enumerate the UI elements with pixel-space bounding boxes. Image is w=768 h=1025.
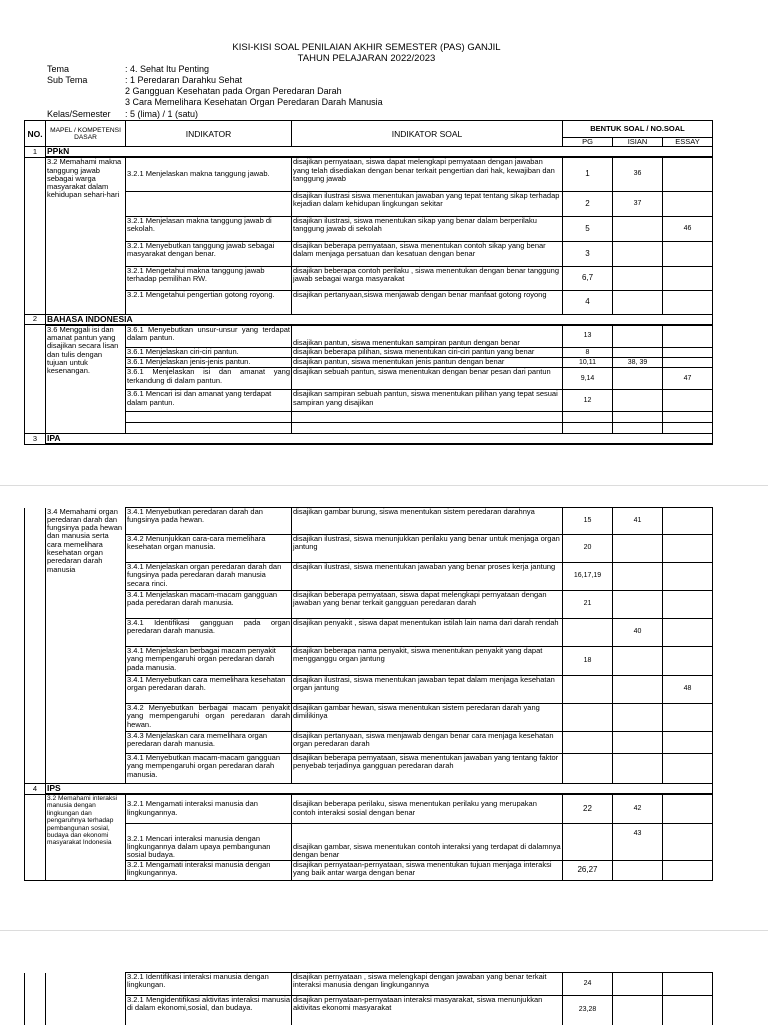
kd-ips: 3.2 Memahami interaksi manusia dengan lingkungan dan pengaruhnya terhadap pembangunan sosial, budaya dan ekonomi masyarakat Indonesia	[46, 794, 126, 880]
essay-cell	[663, 732, 713, 754]
pg-cell	[563, 704, 613, 732]
indikator-soal-cell: disajikan ilustrasi, siswa menunjukkan perilaku yang benar untuk menjaga organ jantung	[292, 535, 563, 563]
empty-cell	[563, 423, 613, 434]
col-indikator-header: INDIKATOR	[126, 121, 292, 147]
indikator-cell: 3.6.1 Menjelaskan ciri-ciri pantun.	[126, 348, 292, 358]
indikator-soal-cell: disajikan beberapa pernyataan, siswa menentukan jawaban yang tentang faktor penyebab terjadinya gangguan peredaran darah	[292, 754, 563, 784]
section-no-ips: 4	[25, 784, 46, 795]
empty-cell	[563, 412, 613, 423]
kd-bindo: 3.6 Menggali isi dan amanat pantun yang disajikan secara lisan dan tulis dengan tujuan untuk kesenangan.	[46, 325, 126, 434]
indikator-cell: 3.4.1 Menjelaskan organ peredaran darah dan fungsinya pada peredaran darah manusia secara rinci.	[126, 563, 292, 591]
isian-cell: 42	[613, 794, 663, 823]
indikator-soal-cell: disajikan beberapa nama penyakit, siswa menentukan penyakit yang dapat mengganggu organ jantung	[292, 647, 563, 676]
isian-cell: 41	[613, 508, 663, 535]
indikator-cell: 3.6.1 Menjelaskan jenis-jenis pantun.	[126, 358, 292, 368]
pg-cell: 5	[563, 216, 613, 241]
pg-cell: 12	[563, 390, 613, 412]
indikator-cell: 3.2.1 Mencari interaksi manusia dengan lingkungannya dalam upaya pembangunan sosial budaya.	[126, 823, 292, 860]
essay-cell	[663, 619, 713, 647]
indikator-soal-cell: disajikan ilustrasi, siswa menentukan jawaban tepat dalam menjaga kesehatan organ jantung	[292, 676, 563, 704]
empty-cell	[613, 423, 663, 434]
indikator-cell: 3.4.1 Identifikasi gangguan pada organ peredaran darah manusia.	[126, 619, 292, 647]
isian-cell	[613, 860, 663, 880]
indikator-cell: 3.2.1 Mengetahui makna tanggung jawab terhadap pemilihan RW.	[126, 266, 292, 290]
indikator-soal-cell: disajikan pantun, siswa menentukan jenis pantun dengan benar	[292, 358, 563, 368]
meta-tema	[47, 64, 209, 75]
col-pg-header: PG	[563, 138, 613, 147]
essay-cell	[663, 563, 713, 591]
indikator-soal-cell: disajikan gambar, siswa menentukan contoh interaksi yang terdapat di dalamnya dengan benar	[292, 823, 563, 860]
pg-cell: 21	[563, 591, 613, 619]
meta-kelas-value: : 5 (lima) / 1 (satu)	[125, 109, 199, 119]
isian-cell	[613, 266, 663, 290]
meta-kelas	[47, 109, 198, 120]
essay-cell	[663, 591, 713, 619]
essay-cell	[663, 325, 713, 348]
pg-cell: 15	[563, 508, 613, 535]
col-no-header: NO.	[25, 121, 46, 147]
indikator-soal-cell: disajikan beberapa pernyataan, siswa menentukan contoh sikap yang benar dalam menjaga persatuan dan kesatuan dengan benar	[292, 241, 563, 266]
indikator-cell: 3.2.1 Identifikasi interaksi manusia dengan lingkungan.	[126, 973, 292, 996]
essay-cell	[663, 794, 713, 823]
pg-cell: 24	[563, 973, 613, 996]
essay-cell	[663, 358, 713, 368]
essay-cell	[663, 647, 713, 676]
pg-cell: 26,27	[563, 860, 613, 880]
pg-cell: 3	[563, 241, 613, 266]
indikator-cell	[126, 191, 292, 216]
meta-tema-label: Tema	[47, 64, 70, 74]
kisi-kisi-table-page2	[24, 507, 713, 881]
pg-cell	[563, 619, 613, 647]
pg-cell	[563, 754, 613, 784]
kd-cell	[46, 973, 126, 1025]
indikator-cell: 3.2.1 Mengidentifikasi aktivitas interaksi manusia di dalam ekonomi,sosial, dan budaya.	[126, 996, 292, 1025]
no-cell	[25, 157, 46, 314]
page-break	[0, 930, 768, 931]
col-indikator-soal-header: INDIKATOR SOAL	[292, 121, 563, 147]
essay-cell	[663, 157, 713, 191]
indikator-cell: 3.6.1 Mencari isi dan amanat yang terdapat dalam pantun.	[126, 390, 292, 412]
pg-cell: 4	[563, 290, 613, 314]
isian-cell	[613, 754, 663, 784]
indikator-soal-cell: disajikan penyakit , siswa dapat menentukan istilah lain nama dari darah rendah	[292, 619, 563, 647]
pg-cell: 20	[563, 535, 613, 563]
section-title-ipa: IPA	[46, 434, 713, 445]
isian-cell	[613, 732, 663, 754]
essay-cell: 47	[663, 368, 713, 390]
meta-subtema-3-row	[47, 97, 383, 108]
document-title-line1: KISI-KISI SOAL PENILAIAN AKHIR SEMESTER (PAS) GANJIL	[232, 42, 501, 53]
empty-cell	[663, 423, 713, 434]
essay-cell	[663, 754, 713, 784]
essay-cell	[663, 823, 713, 860]
indikator-cell: 3.6.1 Menyebutkan unsur-unsur yang terdapat dalam pantun.	[126, 325, 292, 348]
pg-cell: 9,14	[563, 368, 613, 390]
section-no-bindo: 2	[25, 314, 46, 325]
indikator-cell: 3.4.1 Menjelaskan berbagai macam penyakit yang mempengaruhi organ peredaran darah pada manusia.	[126, 647, 292, 676]
isian-cell: 43	[613, 823, 663, 860]
isian-cell: 36	[613, 157, 663, 191]
indikator-soal-cell: disajikan sampiran sebuah pantun, siswa menentukan pilihan yang tepat sesuai sampiran yang disajikan	[292, 390, 563, 412]
pg-cell: 13	[563, 325, 613, 348]
indikator-soal-cell: disajikan pernyataan-pernyataan interaksi masyarakat, siswa menunjukkan aktivitas ekonomi masyarakat	[292, 996, 563, 1025]
indikator-cell: 3.2.1 Mengetahui pengertian gotong royong.	[126, 290, 292, 314]
indikator-soal-cell: disajikan pernyataan, siswa dapat melengkapi pernyataan dengan jawaban yang telah disediakan dengan benar terkait pengertian dari hak, kewajiban dan tanggung jawab	[292, 157, 563, 191]
meta-subtema-2-row	[47, 86, 342, 97]
indikator-soal-cell: disajikan pernyataan , siswa melengkapi dengan jawaban yang benar terkait interaksi manusia dengan lingkungannya	[292, 973, 563, 996]
isian-cell	[613, 563, 663, 591]
essay-cell	[663, 290, 713, 314]
section-title-ppkn: PPkN	[46, 147, 713, 158]
pg-cell: 1	[563, 157, 613, 191]
isian-cell: 37	[613, 191, 663, 216]
indikator-soal-cell: disajikan beberapa contoh perilaku , siswa menentukan dengan benar tanggung jawab sebagai warga masyarakat	[292, 266, 563, 290]
essay-cell	[663, 973, 713, 996]
isian-cell	[613, 996, 663, 1025]
isian-cell	[613, 591, 663, 619]
indikator-soal-cell: disajikan ilustrasi, siswa menentukan sikap yang benar dalam berperilaku tanggung jawab di sekolah	[292, 216, 563, 241]
isian-cell	[613, 535, 663, 563]
essay-cell	[663, 508, 713, 535]
indikator-soal-cell: disajikan gambar hewan, siswa menentukan sistem peredaran darah yang dimilikinya	[292, 704, 563, 732]
pg-cell: 22	[563, 794, 613, 823]
isian-cell: 38, 39	[613, 358, 663, 368]
indikator-cell: 3.4.1 Menyebutkan macam-macam gangguan yang mempengaruhi organ peredaran darah manusia.	[126, 754, 292, 784]
isian-cell	[613, 368, 663, 390]
isian-cell	[613, 325, 663, 348]
essay-cell	[663, 704, 713, 732]
col-mapel-header: MAPEL / KOMPETENSI DASAR	[46, 121, 126, 147]
col-bentuk-soal-header: BENTUK SOAL / NO.SOAL	[563, 121, 713, 138]
empty-cell	[126, 412, 292, 423]
empty-cell	[126, 423, 292, 434]
isian-cell	[613, 290, 663, 314]
isian-cell	[613, 348, 663, 358]
essay-cell	[663, 266, 713, 290]
indikator-soal-cell: disajikan pertanyaan,siswa menjawab dengan benar manfaat gotong royong	[292, 290, 563, 314]
isian-cell	[613, 704, 663, 732]
indikator-soal-cell: disajikan sebuah pantun, siswa menentukan dengan benar pesan dari pantun	[292, 368, 563, 390]
indikator-cell: 3.4.1 Menyebutkan cara memelihara kesehatan organ peredaran darah.	[126, 676, 292, 704]
indikator-soal-cell: disajikan beberapa pilihan, siswa menentukan ciri-ciri pantun yang benar	[292, 348, 563, 358]
indikator-cell: 3.2.1 Menyebutkan tanggung jawab sebagai masyarakat dengan benar.	[126, 241, 292, 266]
essay-cell	[663, 390, 713, 412]
empty-cell	[613, 412, 663, 423]
indikator-soal-cell: disajikan gambar burung, siswa menentukan sistem peredaran darahnya	[292, 508, 563, 535]
indikator-cell: 3.2.1 Menjelaskan makna tanggung jawab.	[126, 157, 292, 191]
indikator-cell: 3.2.1 Mengamati interaksi manusia dengan lingkungannya.	[126, 860, 292, 880]
pg-cell	[563, 732, 613, 754]
no-cell	[25, 325, 46, 434]
no-cell	[25, 508, 46, 784]
indikator-soal-cell: disajikan pernyataan-pernyataan, siswa menentukan tujuan menjaga interaksi yang baik antar warga dengan benar	[292, 860, 563, 880]
essay-cell	[663, 241, 713, 266]
essay-cell	[663, 996, 713, 1025]
section-title-ips: IPS	[46, 784, 713, 795]
essay-cell	[663, 348, 713, 358]
empty-cell	[292, 412, 563, 423]
pg-cell: 8	[563, 348, 613, 358]
meta-subtema-2: 2 Gangguan Kesehatan pada Organ Peredaran Darah	[125, 86, 342, 96]
indikator-soal-cell: disajikan pantun, siswa menentukan sampiran pantun dengan benar	[292, 325, 563, 348]
indikator-soal-cell: disajikan ilustrasi siswa menentukan jawaban yang tepat tentang sikap terhadap kejadian dalam kehidupan lingkungan sekitar	[292, 191, 563, 216]
section-no-ppkn: 1	[25, 147, 46, 158]
essay-cell	[663, 535, 713, 563]
no-cell	[25, 973, 46, 1025]
kd-ppkn: 3.2 Memahami makna tanggung jawab sebagai warga masyarakat dalam kehidupan sehari-hari	[46, 157, 126, 314]
indikator-cell: 3.4.3 Menjelaskan cara memelihara organ peredaran darah manusia.	[126, 732, 292, 754]
isian-cell	[613, 676, 663, 704]
meta-subtema-label: Sub Tema	[47, 75, 88, 85]
isian-cell	[613, 390, 663, 412]
indikator-cell: 3.2.1 Menjelasan makna tanggung jawab di sekolah.	[126, 216, 292, 241]
empty-cell	[292, 423, 563, 434]
isian-cell: 40	[613, 619, 663, 647]
indikator-soal-cell: disajikan beberapa pernyataan, siswa dapat melengkapi pernyataan dengan jawaban yang benar terkait gangguan peredaran darah	[292, 591, 563, 619]
pg-cell: 23,28	[563, 996, 613, 1025]
isian-cell	[613, 216, 663, 241]
indikator-cell: 3.4.1 Menyebutkan peredaran darah dan fungsinya pada hewan.	[126, 508, 292, 535]
no-cell	[25, 794, 46, 880]
pg-cell: 6,7	[563, 266, 613, 290]
indikator-cell: 3.4.1 Menjelaskan macam-macam gangguan pada peredaran darah manusia.	[126, 591, 292, 619]
section-no-ipa: 3	[25, 434, 46, 445]
meta-subtema-3: 3 Cara Memelihara Kesehatan Organ Peredaran Darah Manusia	[125, 97, 383, 107]
kd-ipa: 3.4 Memahami organ peredaran darah dan fungsinya pada hewan dan manusia serta cara memelihara kesehatan organ peredaran darah manusia	[46, 508, 126, 784]
indikator-soal-cell: disajikan beberapa perilaku, siswa menentukan perilaku yang merupakan contoh interaksi sosial dengan benar	[292, 794, 563, 823]
col-isian-header: ISIAN	[613, 138, 663, 147]
pg-cell: 18	[563, 647, 613, 676]
indikator-cell: 3.2.1 Mengamati interaksi manusia dan lingkungannya.	[126, 794, 292, 823]
indikator-cell: 3.4.2 Menyebutkan berbagai macam penyakit yang mempengaruhi organ peredaran darah hewan.	[126, 704, 292, 732]
essay-cell	[663, 191, 713, 216]
meta-subtema	[47, 75, 242, 86]
kisi-kisi-table-page1	[24, 120, 713, 445]
page-break	[0, 485, 768, 486]
indikator-cell: 3.6.1 Menjelaskan isi dan amanat yang terkandung di dalam pantun.	[126, 368, 292, 390]
pg-cell: 2	[563, 191, 613, 216]
pg-cell	[563, 676, 613, 704]
meta-tema-value: : 4. Sehat Itu Penting	[125, 64, 210, 74]
indikator-soal-cell: disajikan ilustrasi, siswa menentukan jawaban yang benar proses kerja jantung	[292, 563, 563, 591]
isian-cell	[613, 973, 663, 996]
meta-kelas-label: Kelas/Semester	[47, 109, 111, 119]
col-essay-header: ESSAY	[663, 138, 713, 147]
essay-cell: 48	[663, 676, 713, 704]
essay-cell: 46	[663, 216, 713, 241]
pg-cell: 10,11	[563, 358, 613, 368]
essay-cell	[663, 860, 713, 880]
kisi-kisi-table-page3	[24, 972, 713, 1025]
isian-cell	[613, 647, 663, 676]
meta-subtema-1: : 1 Peredaran Darahku Sehat	[125, 75, 243, 85]
pg-cell: 16,17,19	[563, 563, 613, 591]
indikator-soal-cell: disajikan pertanyaan, siswa menjawab dengan benar cara menjaga kesehatan organ peredaran darah	[292, 732, 563, 754]
document-title-line2: TAHUN PELAJARAN 2022/2023	[297, 53, 436, 64]
isian-cell	[613, 241, 663, 266]
indikator-cell: 3.4.2 Menunjukkan cara-cara memelihara kesehatan organ manusia.	[126, 535, 292, 563]
empty-cell	[663, 412, 713, 423]
pg-cell	[563, 823, 613, 860]
section-title-bindo: BAHASA INDONESIA	[46, 314, 713, 325]
